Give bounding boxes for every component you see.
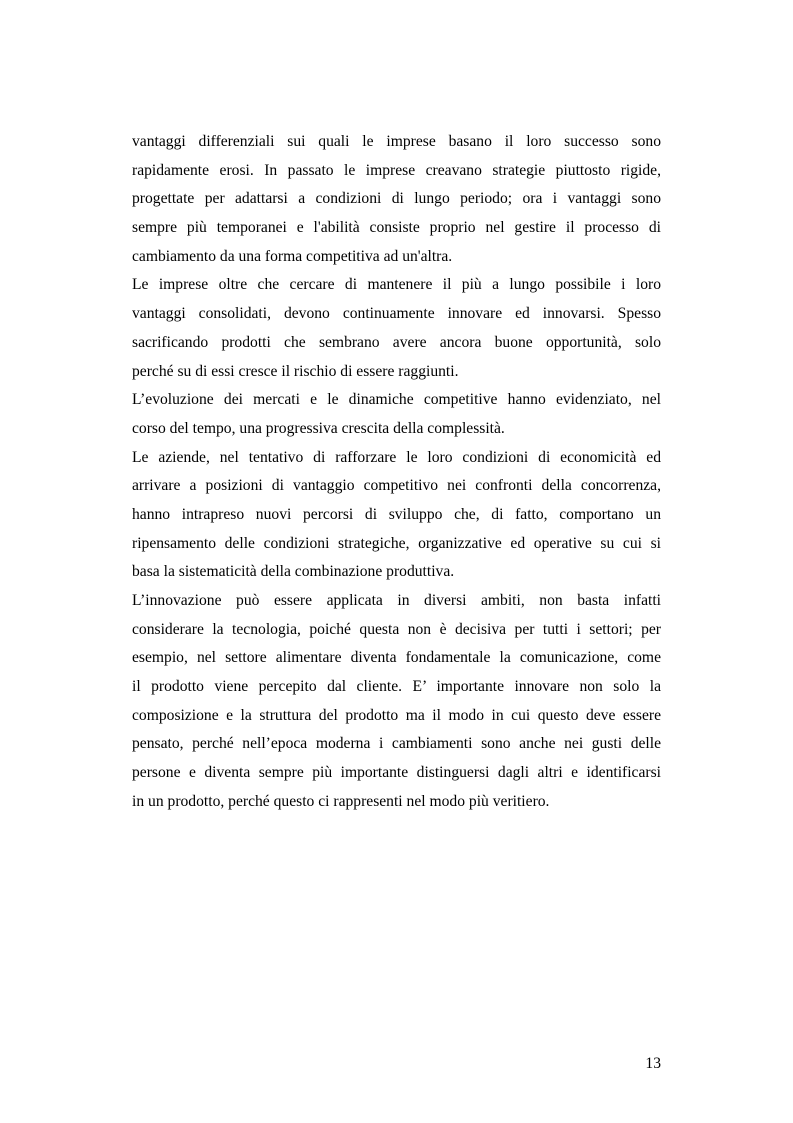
text-line: corso del tempo, una progressiva crescita della complessità. [132, 419, 505, 437]
paragraph [132, 386, 661, 443]
text-line: vantaggi differenziali sui quali le imprese basano il loro successo sono [132, 133, 661, 150]
text-line: hanno intrapreso nuovi percorsi di sviluppo che, di fatto, comportano un [132, 505, 661, 523]
text-line: sacrificando prodotti che sembrano avere ancora buone opportunità, solo [132, 333, 661, 351]
paragraph [132, 128, 661, 271]
text-line: composizione e la struttura del prodotto ma il modo in cui questo deve essere [132, 706, 661, 724]
text-line: considerare la tecnologia, poiché questa non è decisiva per tutti i settori; per [132, 620, 661, 638]
text-line: vantaggi consolidati, devono continuamente innovare ed innovarsi. Spesso [132, 305, 661, 323]
paragraphs-container [132, 128, 661, 817]
text-line: L’innovazione può essere applicata in diversi ambiti, non basta infatti [132, 592, 661, 609]
text-line: perché su di essi cresce il rischio di essere raggiunti. [132, 362, 459, 380]
text-line: Le aziende, nel tentativo di rafforzare le loro condizioni di economicità ed [132, 448, 661, 466]
text-line: Le imprese oltre che cercare di mantenere il più a lungo possibile i loro [132, 276, 661, 294]
paragraph [132, 444, 661, 587]
text-line: pensato, perché nell’epoca moderna i cambiamenti sono anche nei gusti delle [132, 735, 661, 753]
text-line: ripensamento delle condizioni strategiche, organizzative ed operative su cui si [132, 534, 661, 552]
paragraph [132, 271, 661, 386]
text-line: basa la sistematicità della combinazione produttiva. [132, 563, 455, 581]
text-line: progettate per adattarsi a condizioni di lungo periodo; ora i vantaggi sono [132, 190, 661, 208]
text-line: L’evoluzione dei mercati e le dinamiche competitive hanno evidenziato, nel [132, 391, 661, 409]
text-line: cambiamento da una forma competitiva ad un'altra. [132, 247, 453, 265]
page-number: 13 [645, 1055, 661, 1072]
text-line: sempre più temporanei e l'abilità consiste proprio nel gestire il processo di [132, 219, 661, 237]
paragraph [132, 587, 661, 817]
text-line: persone e diventa sempre più importante distinguersi dagli altri e identificarsi [132, 764, 661, 782]
text-line: in un prodotto, perché questo ci rappresenti nel modo più veritiero. [132, 792, 550, 810]
body-text [132, 128, 661, 817]
text-line: arrivare a posizioni di vantaggio competitivo nei confronti della concorrenza, [132, 477, 661, 495]
text-line: rapidamente erosi. In passato le imprese creavano strategie piuttosto rigide, [132, 161, 661, 179]
text-line: esempio, nel settore alimentare diventa fondamentale la comunicazione, come [132, 649, 661, 667]
text-line: il prodotto viene percepito dal cliente. E’ importante innovare non solo la [132, 678, 661, 696]
